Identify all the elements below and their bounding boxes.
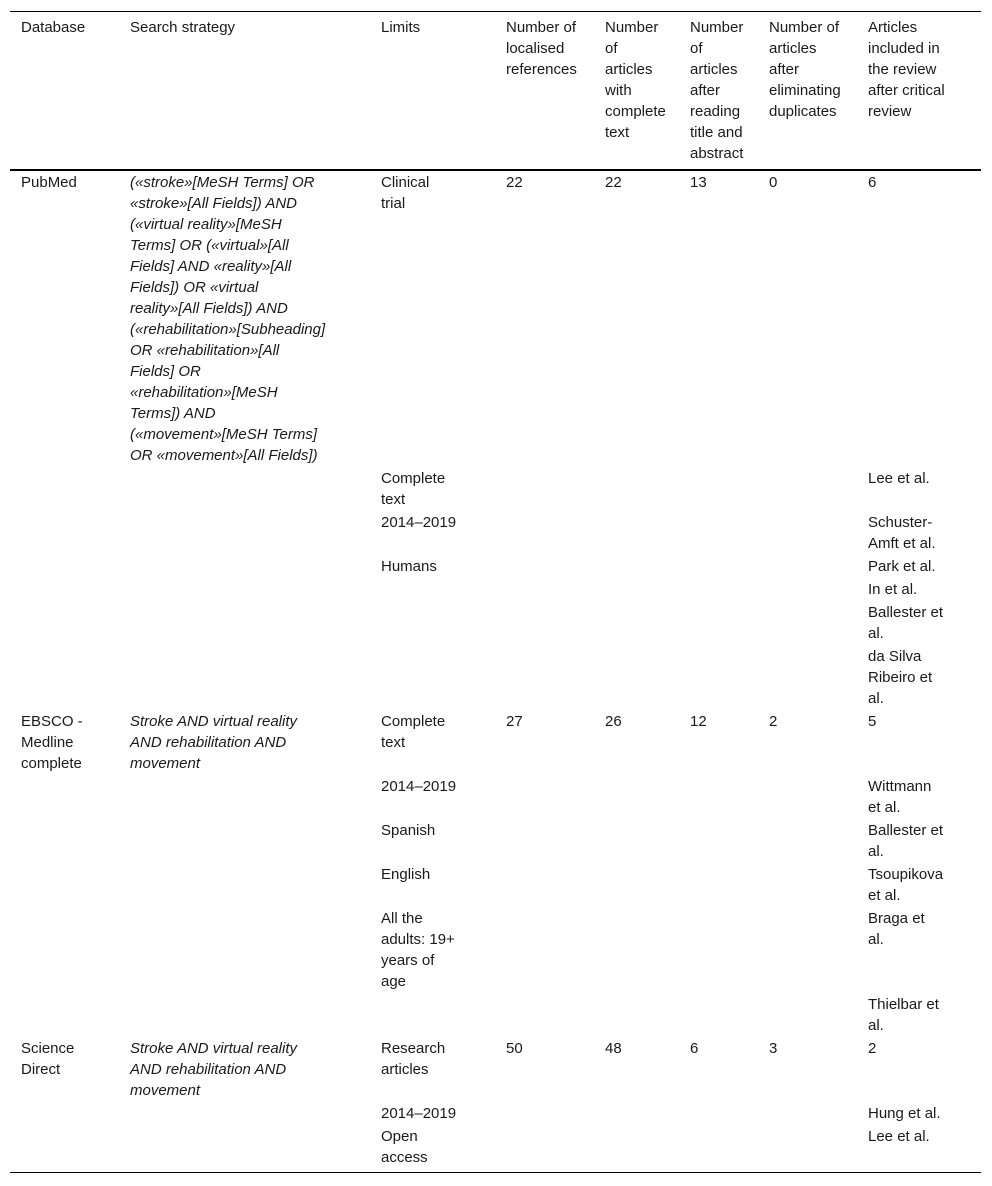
pubmed-limit-complete-text: Complete text [381,470,446,508]
ebsco-limit-spanish: Spanish [381,822,436,839]
ebsco-database: EBSCO - Medline complete [21,713,83,772]
pubmed-after-duplicates: 0 [769,174,778,191]
results-table [10,11,981,1173]
sciencedirect-limit-research: Research articles [381,1040,446,1078]
ebsco-complete: 26 [605,713,622,730]
pubmed-article-1: Lee et al. [868,470,930,487]
sciencedirect-after-duplicates: 3 [769,1040,778,1057]
pubmed-strategy: («stroke»[MeSH Terms] OR «stroke»[All Fields]) AND («virtual reality»[MeSH Terms] OR («virtual»[All Fields] AND «reality»[All Fields]) OR «virtual reality»[All Fields]) AND («rehabilitation»[Subheading] OR «rehabilitation»[All Fields] OR «rehabilitation»[MeSH Terms]) AND («movement»[MeSH Terms] OR «movement»[All Fields]) [130,174,326,464]
pubmed-complete: 22 [605,174,622,191]
ebsco-strategy: Stroke AND virtual reality AND rehabilitation AND movement [130,713,297,772]
ebsco-after-reading: 12 [690,713,707,730]
ebsco-limit-complete-text: Complete text [381,713,446,751]
ebsco-article-4: Braga et al. [868,910,925,948]
ebsco-limit-english: English [381,866,431,883]
sciencedirect-complete: 48 [605,1040,622,1057]
header-after-duplicates: Number of articles after eliminating duplicates [769,19,841,120]
header-search-strategy: Search strategy [130,19,236,36]
header-complete-text: Number of articles with complete text [605,19,666,141]
header-after-reading: Number of articles after reading title and abstract [690,19,744,162]
header-rule [10,169,981,171]
header-limits: Limits [381,19,421,36]
sciencedirect-strategy: Stroke AND virtual reality AND rehabilitation AND movement [130,1040,297,1099]
ebsco-after-duplicates: 2 [769,713,778,730]
sciencedirect-article-2: Lee et al. [868,1128,930,1145]
pubmed-article-4: In et al. [868,581,918,598]
ebsco-article-1: Wittmann et al. [868,778,932,816]
pubmed-localised: 22 [506,174,523,191]
pubmed-article-5: Ballester et al. [868,604,944,642]
sciencedirect-limit-years: 2014–2019 [381,1105,457,1122]
ebsco-included: 5 [868,713,877,730]
pubmed-limit-clinical-trial: Clinical trial [381,174,430,212]
ebsco-article-5: Thielbar et al. [868,996,939,1034]
pubmed-article-3: Park et al. [868,558,936,575]
pubmed-after-reading: 13 [690,174,707,191]
ebsco-localised: 27 [506,713,523,730]
table-bottom-rule [10,1172,981,1173]
ebsco-limit-years: 2014–2019 [381,778,457,795]
header-included: Articles included in the review after critical review [868,19,945,120]
sciencedirect-localised: 50 [506,1040,523,1057]
pubmed-database: PubMed [21,174,77,191]
header-localised-references: Number of localised references [506,19,577,78]
sciencedirect-limit-open-access: Open access [381,1128,428,1166]
sciencedirect-article-1: Hung et al. [868,1105,941,1122]
header-database: Database [21,19,86,36]
pubmed-included: 6 [868,174,877,191]
sciencedirect-database: Science Direct [21,1040,75,1078]
pubmed-limit-years: 2014–2019 [381,514,457,531]
sciencedirect-included: 2 [868,1040,877,1057]
ebsco-article-2: Ballester et al. [868,822,944,860]
ebsco-limit-adults: All the adults: 19+ years of age [381,910,455,990]
pubmed-article-6: da Silva Ribeiro et al. [868,648,933,707]
sciencedirect-after-reading: 6 [690,1040,699,1057]
ebsco-article-3: Tsoupikova et al. [868,866,944,904]
table-top-rule [10,11,981,12]
pubmed-article-2: Schuster- Amft et al. [868,514,936,552]
pubmed-limit-humans: Humans [381,558,437,575]
